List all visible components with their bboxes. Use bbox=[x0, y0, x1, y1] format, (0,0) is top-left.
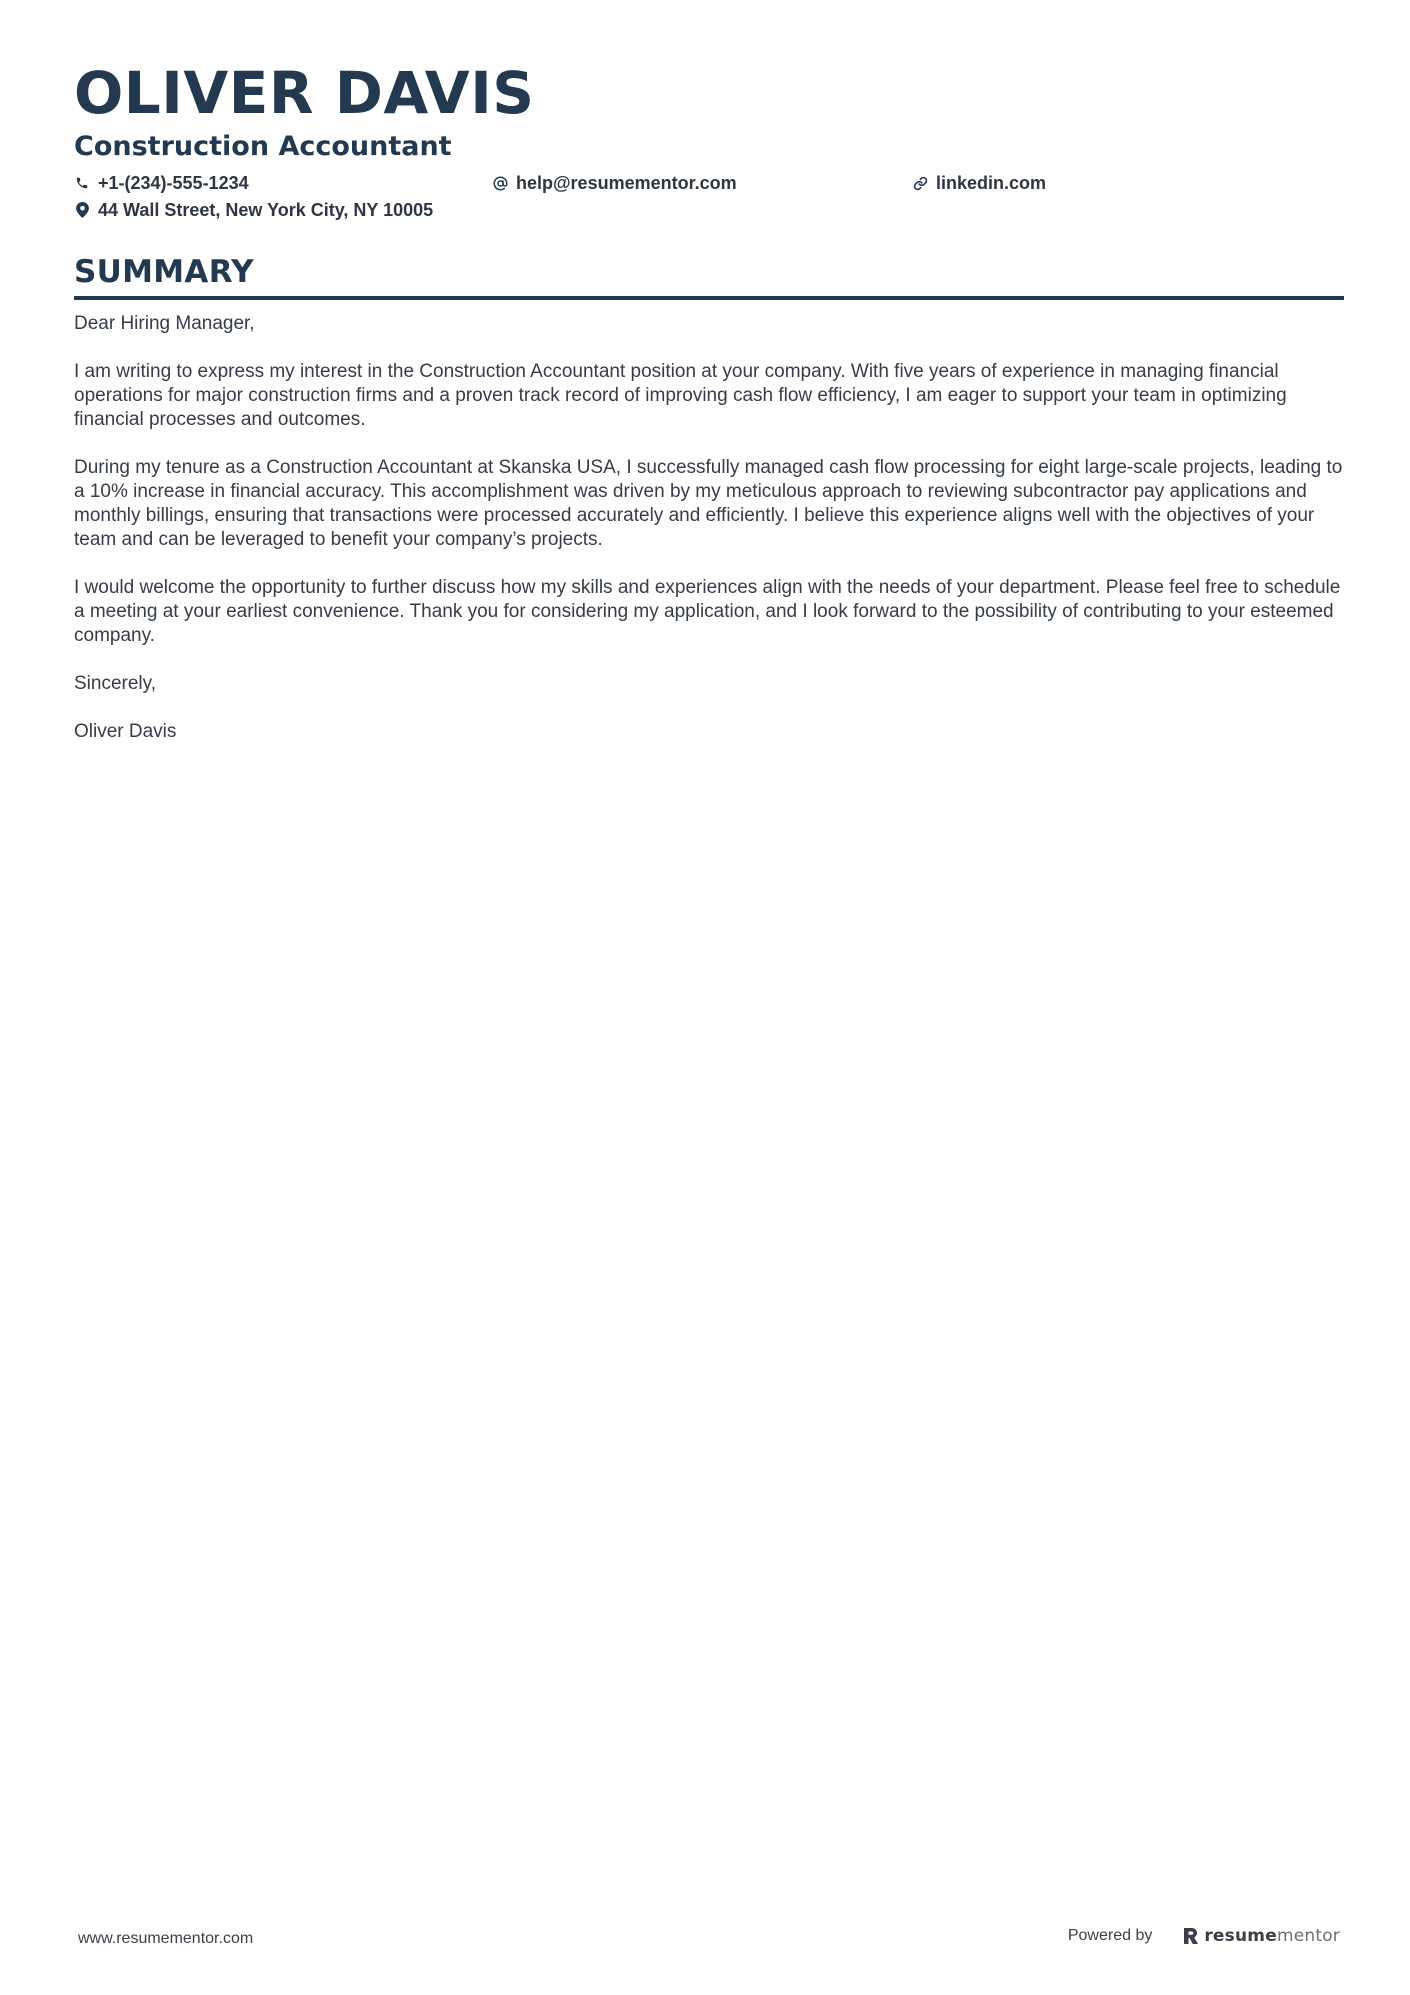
page-footer bbox=[78, 1926, 1340, 1956]
address-text: 44 Wall Street, New York City, NY 10005 bbox=[98, 199, 434, 220]
contact-phone bbox=[74, 170, 249, 196]
resumementor-logo-icon bbox=[1182, 1926, 1200, 1946]
paragraph-experience: During my tenure as a Construction Accountant at Skanska USA, I successfully managed cash flow processing for eight large-scale projects, leading to a 10% increase in financial accuracy. This accomplishment was driven by my meticulous approach to reviewing subcontractor pay applications and monthly billings, ensuring that transactions were processed accurately and efficiently. I believe this experience aligns well with the objectives of your team and can be leveraged to benefit your company’s projects. bbox=[74, 457, 1343, 550]
footer-website[interactable]: www.resumementor.com bbox=[78, 1930, 254, 1947]
section-divider bbox=[74, 296, 1344, 300]
salutation: Dear Hiring Manager, bbox=[74, 313, 255, 334]
link-icon bbox=[912, 175, 928, 191]
closing: Sincerely, bbox=[74, 673, 157, 694]
map-pin-icon bbox=[74, 202, 90, 218]
candidate-name: OLIVER DAVIS bbox=[74, 59, 535, 127]
letter-body bbox=[74, 312, 1344, 744]
job-title: Construction Accountant bbox=[74, 131, 452, 162]
brand-name-light: mentor bbox=[1276, 1926, 1340, 1946]
contact-address bbox=[74, 197, 433, 223]
cover-letter-page bbox=[74, 58, 1344, 768]
brand-name-bold: resume bbox=[1204, 1926, 1277, 1946]
email-address[interactable]: help@resumementor.com bbox=[516, 172, 737, 193]
linkedin-link[interactable]: linkedin.com bbox=[936, 172, 1047, 193]
signature: Oliver Davis bbox=[74, 721, 177, 742]
brand-logo[interactable] bbox=[1182, 1926, 1340, 1946]
phone-icon bbox=[74, 175, 90, 191]
footer-branding bbox=[1068, 1926, 1340, 1946]
paragraph-closing: I would welcome the opportunity to further discuss how my skills and experiences align with the needs of your department. Please feel free to schedule a meeting at your earliest convenience. Thank you for considering my application, and I look forward to the possibility of contributing to your esteemed company. bbox=[74, 577, 1341, 646]
phone-number[interactable]: +1-(234)-555-1234 bbox=[98, 172, 249, 193]
contact-email bbox=[492, 170, 737, 196]
paragraph-intro: I am writing to express my interest in the Construction Accountant position at your company. With five years of experience in managing financial operations for major construction firms and a proven track record of improving cash flow efficiency, I am eager to support your team in optimizing financial processes and outcomes. bbox=[74, 361, 1287, 430]
at-icon bbox=[492, 175, 508, 191]
powered-by-label: Powered by bbox=[1067, 1927, 1153, 1944]
contact-linkedin bbox=[912, 170, 1046, 196]
section-heading-summary: SUMMARY bbox=[74, 254, 254, 290]
contact-info bbox=[74, 170, 1344, 224]
